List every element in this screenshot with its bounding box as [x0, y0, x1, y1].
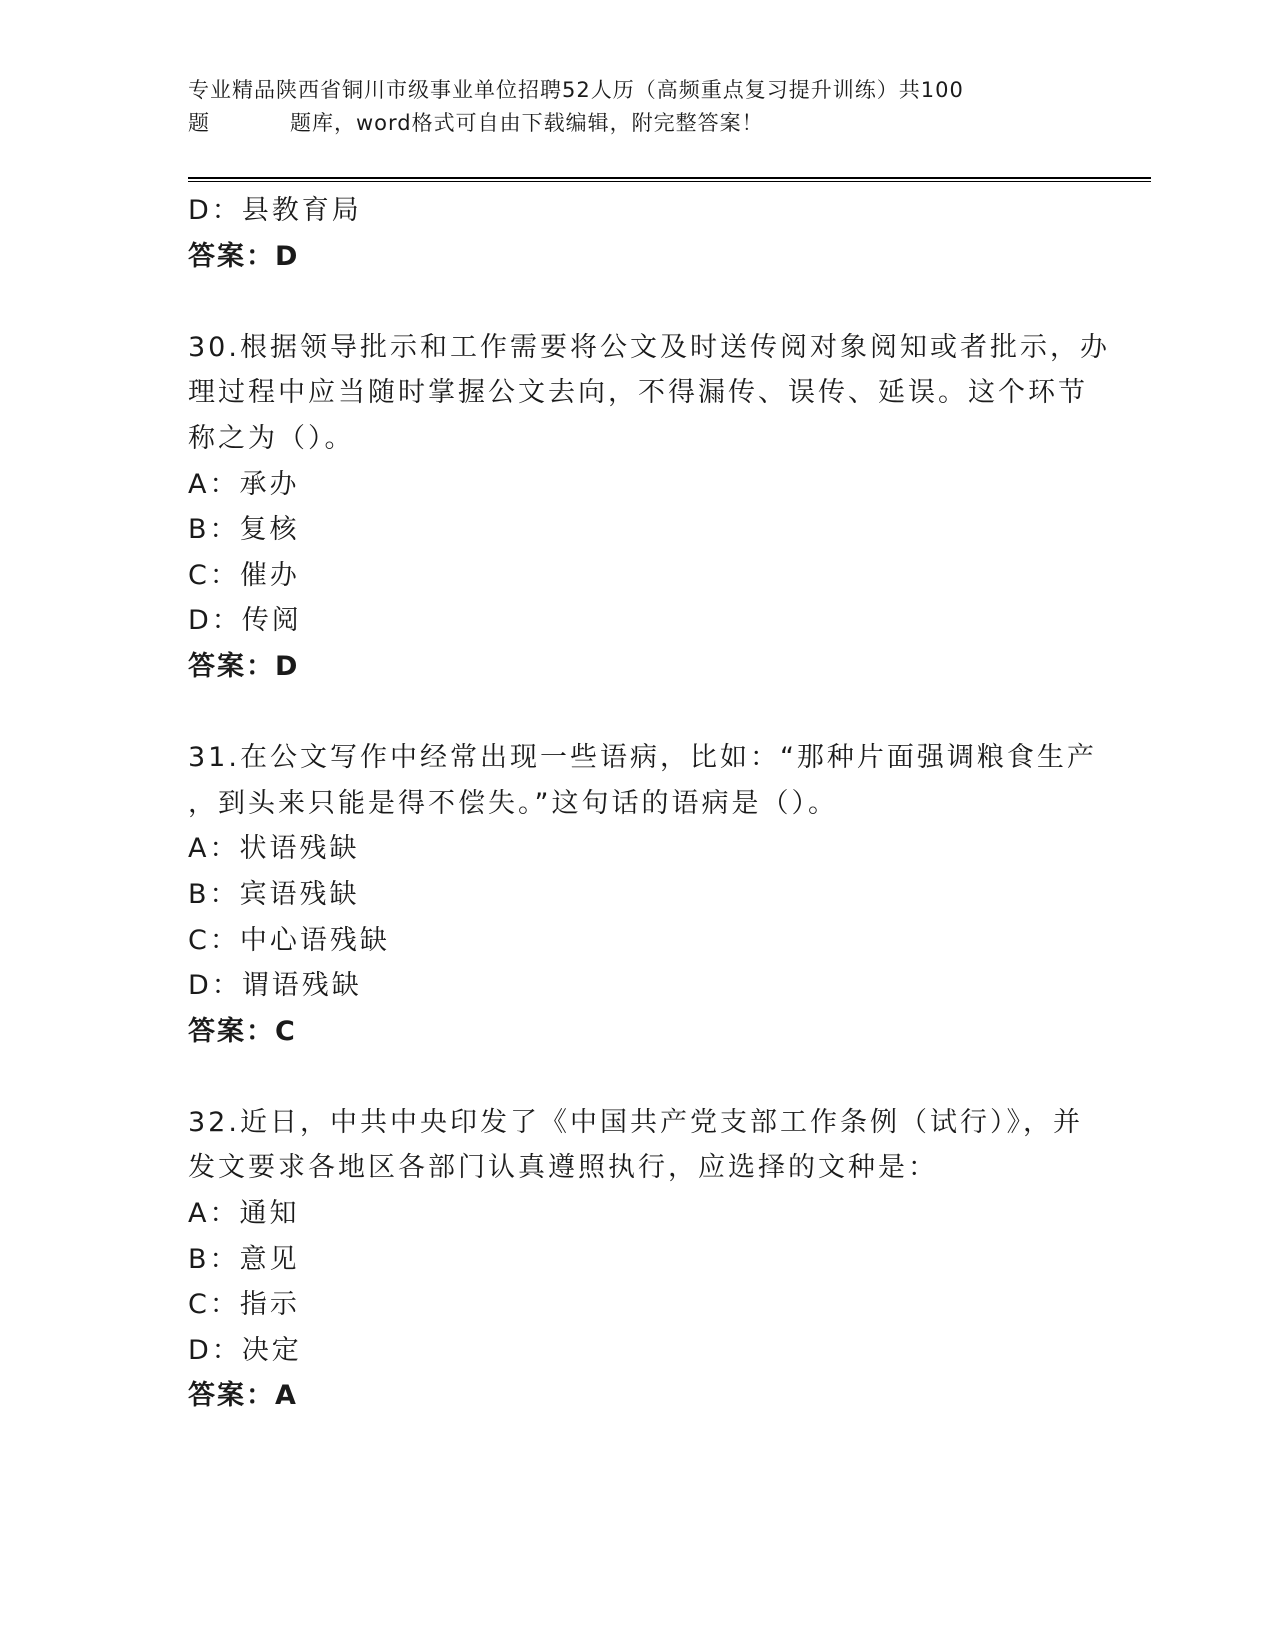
question-stem-line: ，到头来只能是得不偿失。”这句话的语病是（）。	[188, 787, 838, 819]
prev-question-option-d: D：县教育局	[188, 195, 362, 226]
prev-question-answer: 答案：D	[188, 240, 300, 272]
option-d: D：谓语残缺	[188, 970, 362, 1002]
answer: 答案：D	[188, 650, 300, 682]
option-b: B：宾语残缺	[188, 878, 360, 910]
option-a: A：状语残缺	[188, 833, 360, 865]
question-list	[188, 188, 1110, 1419]
option-a: A：通知	[188, 1198, 300, 1230]
option-c: C：指示	[188, 1289, 300, 1321]
question-stem-line: 30.根据领导批示和工作需要将公文及时送传阅对象阅知或者批示，办	[188, 331, 1110, 363]
header-title-line2-left: 题	[188, 111, 210, 135]
question-stem-line: 发文要求各地区各部门认真遵照执行，应选择的文种是：	[188, 1152, 938, 1184]
question-stem-line: 理过程中应当随时掌握公文去向，不得漏传、误传、延误。这个环节	[188, 377, 1088, 409]
question-stem-line: 称之为（）。	[188, 422, 355, 454]
answer: 答案：C	[188, 1015, 297, 1047]
question-stem-line: 31.在公文写作中经常出现一些语病，比如：“那种片面强调粮食生产	[188, 742, 1097, 774]
question-stem-line: 32.近日，中共中央印发了《中国共产党支部工作条例（试行）》，并	[188, 1106, 1083, 1138]
header-title-line2-right: 题库，word格式可自由下载编辑，附完整答案！	[290, 111, 764, 135]
page-header	[188, 74, 1068, 140]
question-32	[188, 1100, 1088, 1419]
answer: 答案：A	[188, 1380, 298, 1412]
header-divider-thick	[188, 177, 1151, 179]
question-31	[188, 735, 1097, 1054]
header-title-line1: 专业精品陕西省铜川市级事业单位招聘52人历（高频重点复习提升训练）共100	[188, 78, 964, 102]
header-divider-thin	[188, 181, 1151, 182]
option-a: A：承办	[188, 468, 300, 500]
option-d: D：决定	[188, 1334, 302, 1366]
option-d: D：传阅	[188, 605, 302, 637]
question-30	[188, 325, 1110, 690]
option-b: B：复核	[188, 514, 300, 546]
header-title-line2	[188, 107, 1068, 140]
option-c: C：中心语残缺	[188, 924, 390, 956]
option-b: B：意见	[188, 1243, 300, 1275]
option-c: C：催办	[188, 559, 300, 591]
